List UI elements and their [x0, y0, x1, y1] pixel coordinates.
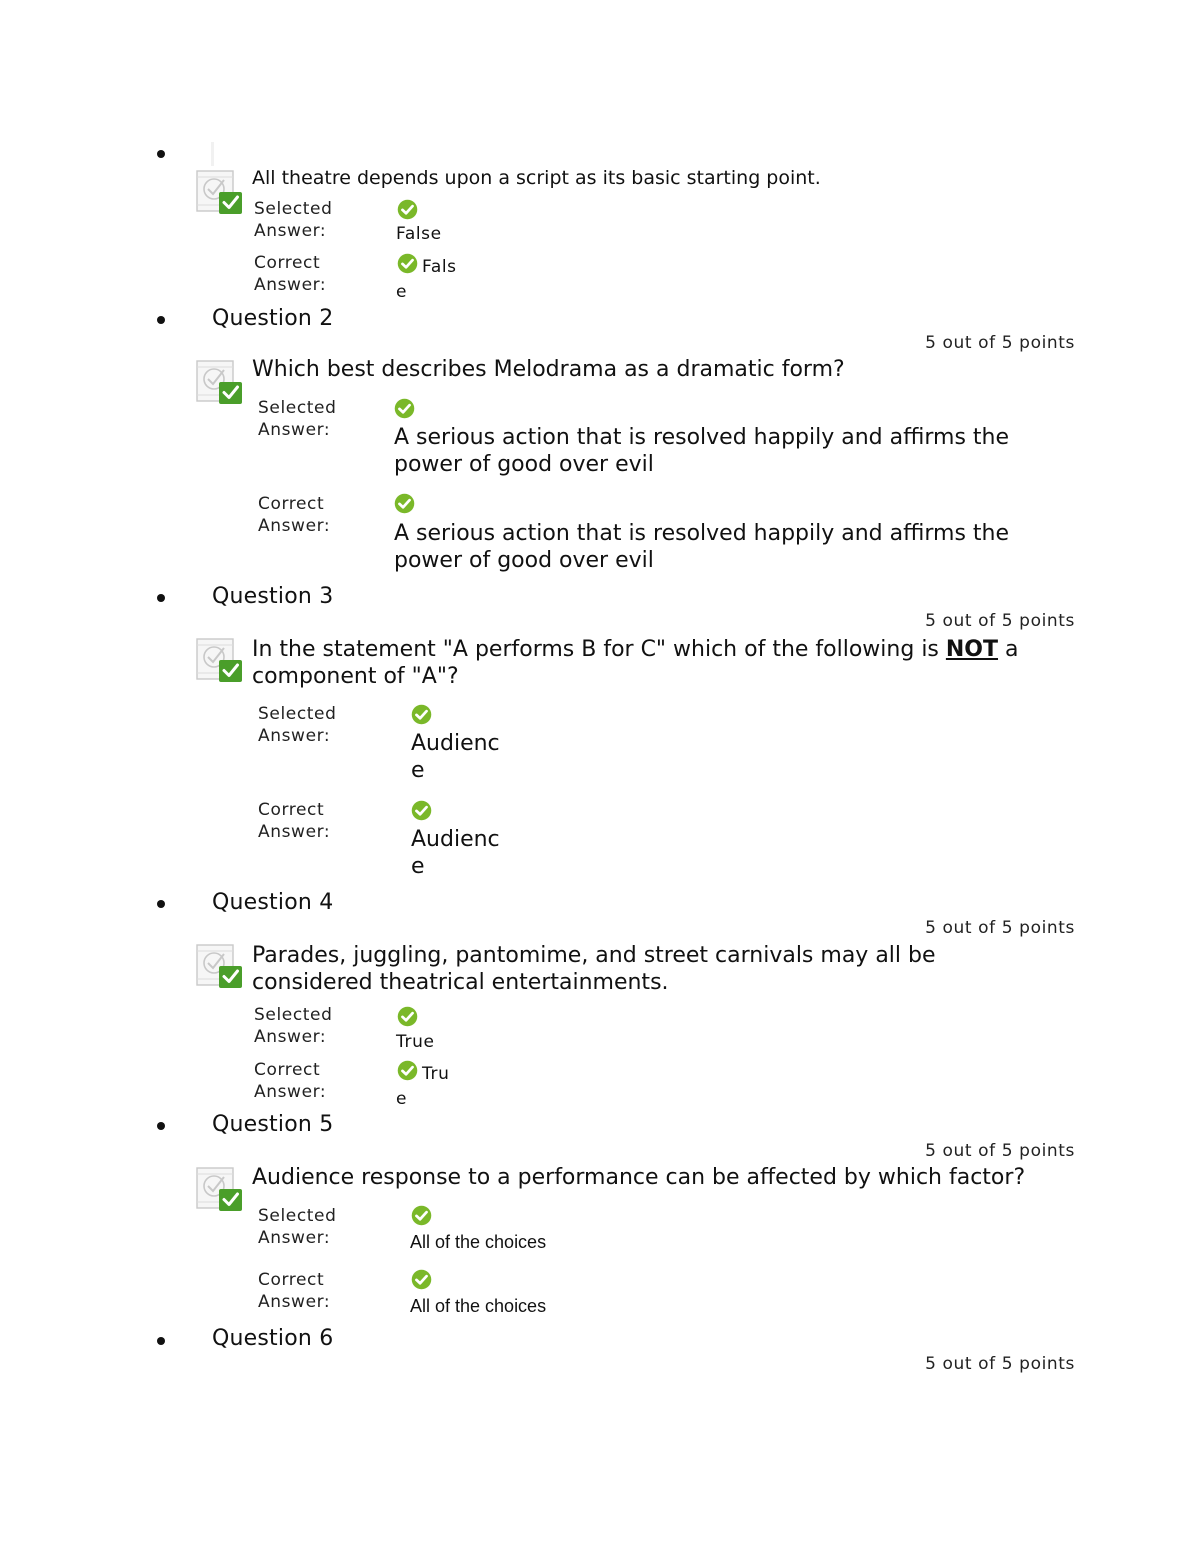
question-title: Question 3 — [212, 584, 334, 609]
question-text: Parades, juggling, pantomime, and street carnivals may all be considered theatrical entertainments. — [252, 943, 936, 995]
selected-answer-label: Selected Answer: — [258, 398, 337, 440]
check-circle-icon — [394, 398, 415, 419]
question-points: 5 out of 5 points — [925, 333, 1075, 353]
check-circle-icon — [411, 800, 432, 821]
selected-answer-label: Selected Answer: — [254, 199, 333, 241]
graded-correct-icon — [195, 357, 245, 407]
list-bullet — [157, 1122, 165, 1130]
question-text: Which best describes Melodrama as a dramatic form? — [252, 357, 845, 382]
graded-correct-icon — [195, 167, 245, 217]
question-points: 5 out of 5 points — [925, 611, 1075, 631]
graded-correct-icon — [195, 941, 245, 991]
question-points: 5 out of 5 points — [925, 1354, 1075, 1374]
selected-answer-label: Selected Answer: — [254, 1005, 333, 1047]
question-title: Question 6 — [212, 1326, 334, 1351]
correct-answer-label: Correct Answer: — [254, 1060, 327, 1102]
check-circle-icon — [411, 1269, 432, 1290]
list-bullet — [157, 150, 165, 158]
selected-answer-value: True — [396, 1032, 435, 1052]
check-circle-icon — [397, 199, 418, 220]
correct-answer-value: Fals e — [396, 257, 457, 302]
selected-answer-value: Audienc e — [411, 731, 500, 783]
check-circle-icon — [411, 1205, 432, 1226]
divider — [211, 142, 214, 166]
graded-correct-icon — [195, 635, 245, 685]
correct-answer-label: Correct Answer: — [254, 253, 327, 295]
selected-answer-value: False — [396, 224, 442, 244]
question-text: In the statement "A performs B for C" which of the following is NOT a component of "A"? — [252, 637, 1019, 689]
correct-answer-label: Correct Answer: — [258, 494, 331, 536]
selected-answer-label: Selected Answer: — [258, 704, 337, 746]
list-bullet — [157, 316, 165, 324]
check-circle-icon — [411, 704, 432, 725]
graded-correct-icon — [195, 1164, 245, 1214]
check-circle-icon — [394, 493, 415, 514]
question-points: 5 out of 5 points — [925, 918, 1075, 938]
check-circle-icon — [397, 1006, 418, 1027]
list-bullet — [157, 900, 165, 908]
question-points: 5 out of 5 points — [925, 1141, 1075, 1161]
question-text: All theatre depends upon a script as its basic starting point. — [252, 167, 821, 189]
emphasis-text: NOT — [945, 637, 999, 662]
correct-answer-value: Tru e — [396, 1064, 450, 1109]
correct-answer-value: Audienc e — [411, 827, 500, 879]
question-text: Audience response to a performance can be affected by which factor? — [252, 1165, 1026, 1190]
correct-answer-label: Correct Answer: — [258, 1270, 331, 1312]
correct-answer-value: A serious action that is resolved happily and affirms the power of good over evil — [394, 521, 1010, 573]
list-bullet — [157, 594, 165, 602]
selected-answer-value: A serious action that is resolved happily and affirms the power of good over evil — [394, 425, 1010, 477]
list-bullet — [157, 1337, 165, 1345]
selected-answer-value: All of the choices — [410, 1232, 547, 1252]
selected-answer-label: Selected Answer: — [258, 1206, 337, 1248]
question-title: Question 4 — [212, 890, 334, 915]
correct-answer-label: Correct Answer: — [258, 800, 331, 842]
question-title: Question 5 — [212, 1112, 334, 1137]
correct-answer-value: All of the choices — [410, 1296, 547, 1316]
question-title: Question 2 — [212, 306, 334, 331]
